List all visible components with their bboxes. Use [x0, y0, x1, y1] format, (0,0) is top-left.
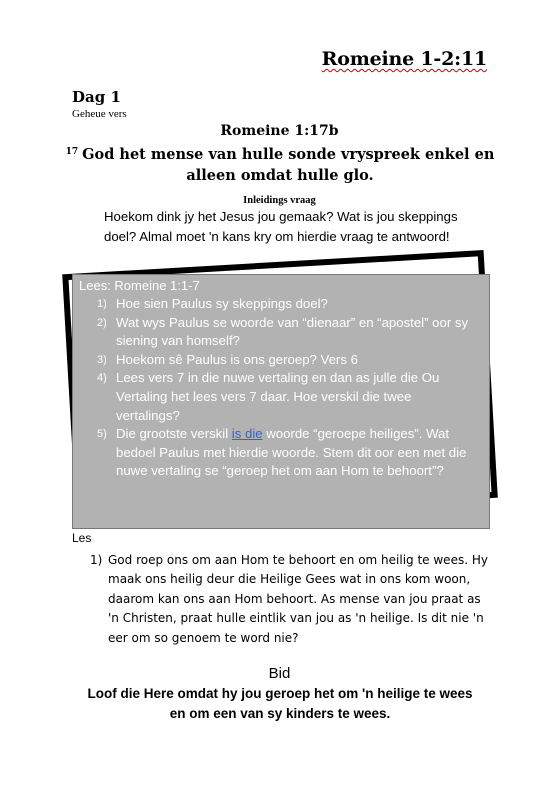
lesson-text: God roep ons om aan Hom te behoort en om heilig te wees. Hy maak ons heilig deur die Heilige Gees wat in ons kom woon, daarom kan ons aan Hom behoort. As mense van jou praat as 'n Christen, praat hulle eintlik van jou as 'n heilige. Is dit nie 'n eer om so genoem te word nie?	[108, 553, 488, 645]
question-number: 2)	[97, 316, 107, 329]
page-title: Romeine 1-2:11	[321, 48, 487, 70]
question-list	[73, 295, 489, 481]
question-item	[73, 314, 489, 351]
question-number: 4)	[97, 372, 107, 385]
lesson-number: 1)	[90, 553, 103, 567]
verse-number: 17	[65, 147, 79, 157]
question-text-part: woorde “geroepe heiliges”. Wat bedoel Paulus met hierdie woorde. Stem dit oor een met die nuwe vertaling se “geroep het om aan Hom te behoort”?	[116, 426, 467, 479]
question-number: 5)	[97, 428, 107, 441]
grammar-flag: is die	[231, 426, 263, 442]
question-number: 3)	[97, 353, 107, 366]
question-item	[73, 369, 489, 425]
memory-verse	[60, 142, 500, 186]
question-item	[73, 295, 489, 314]
day-label: Dag 1	[72, 88, 121, 106]
question-text: Wat wys Paulus se woorde van “dienaar” en “apostel” oor sy siening van homself?	[116, 314, 469, 349]
lesson-label: Les	[72, 531, 92, 545]
reading-box	[72, 274, 490, 529]
question-number: 1)	[97, 298, 107, 310]
memory-verse-label: Geheue vers	[72, 108, 127, 120]
verse-text: God het mense van hulle sonde vryspreek enkel en alleen omdat hulle glo.	[82, 146, 495, 184]
question-item	[73, 351, 489, 370]
verse-reference: Romeine 1:17b	[220, 123, 339, 139]
question-item	[73, 425, 489, 481]
intro-heading: Inleidings vraag	[243, 195, 316, 206]
intro-question: Hoekom dink jy het Jesus jou gemaak? Wat is jou skeppings doel? Almal moet 'n kans kry om hierdie vraag te antwoord!	[104, 209, 458, 244]
lesson-list	[90, 551, 490, 648]
prayer-heading: Bid	[268, 665, 291, 682]
lesson-item	[90, 551, 490, 648]
prayer-text: Loof die Here omdat hy jou geroep het om 'n heilige te wees en om een van sy kinders te wees.	[87, 686, 473, 721]
question-text-part: Die grootste verskil	[116, 426, 232, 442]
question-text: Hoekom sê Paulus is ons geroep? Vers 6	[116, 351, 358, 367]
question-text: Hoe sien Paulus sy skeppings doel?	[116, 296, 328, 311]
question-text: Lees vers 7 in die nuwe vertaling en dan as julle die Ou Vertaling het lees vers 7 daar. Hoe verskil die twee vertalings?	[116, 370, 440, 423]
reading-label: Lees: Romeine 1:1-7	[79, 278, 200, 293]
